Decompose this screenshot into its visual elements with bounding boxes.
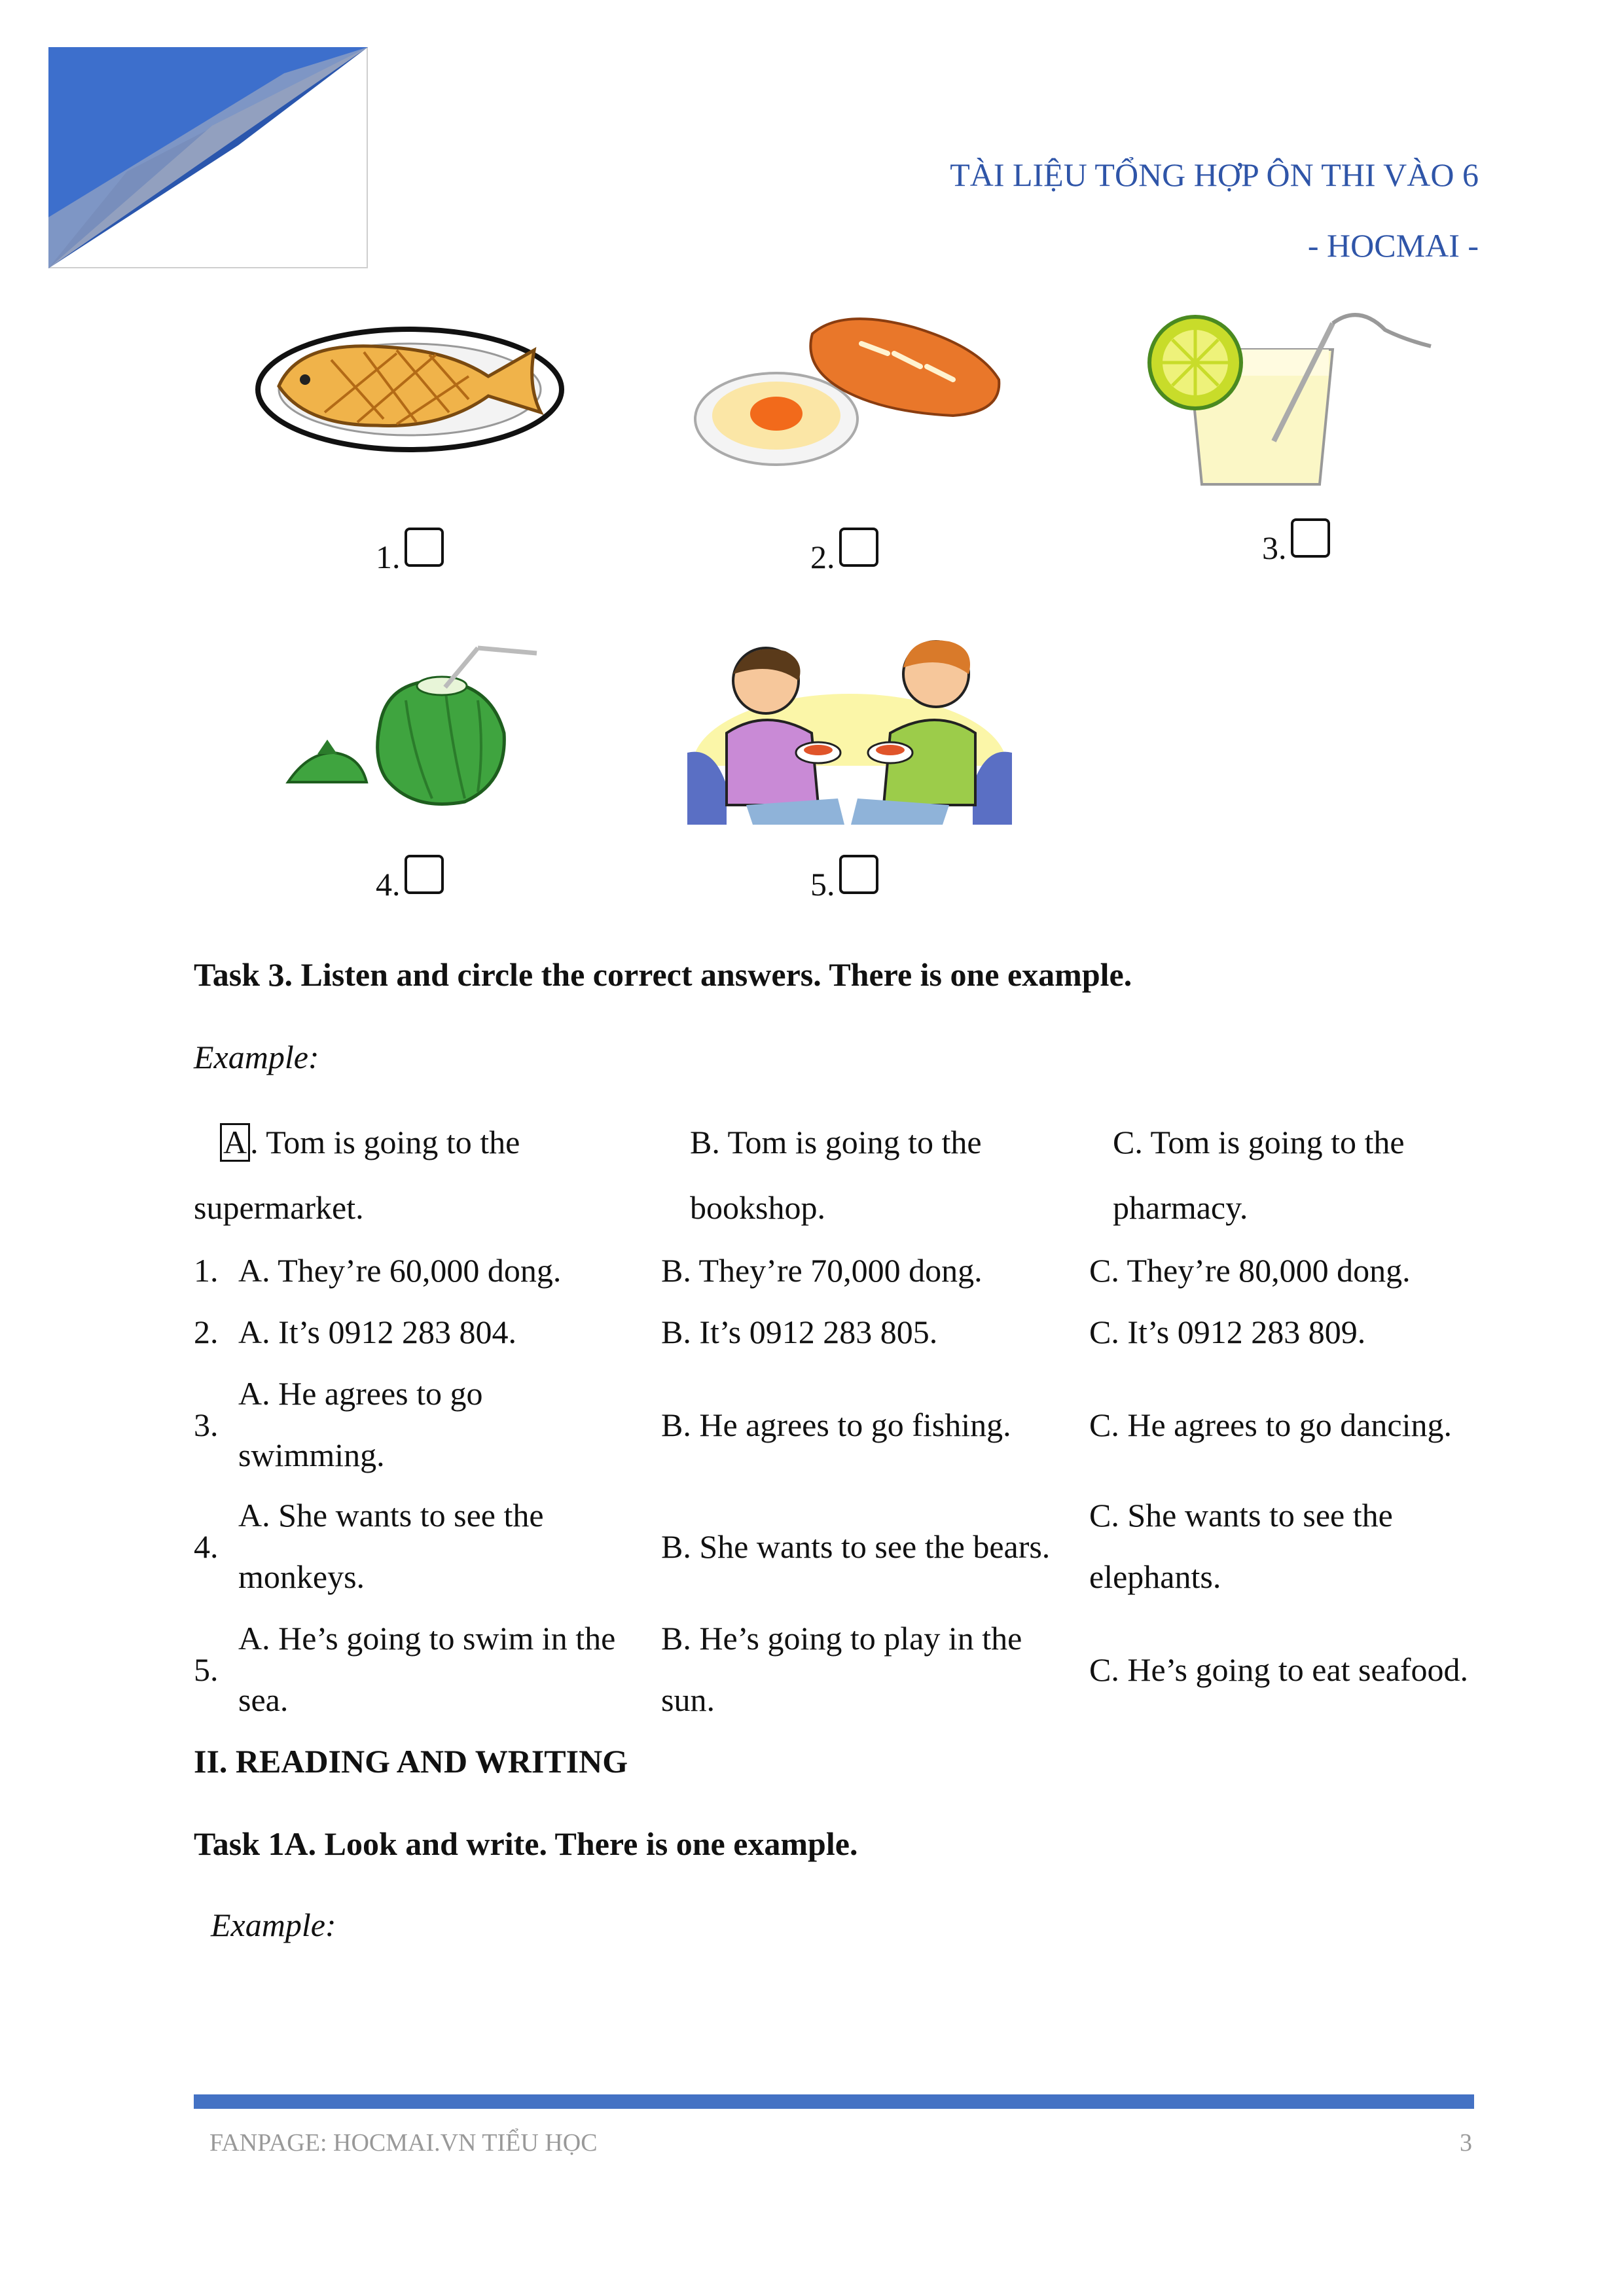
picture-2-number: 2. (810, 539, 835, 575)
q4-number: 4. (194, 1528, 219, 1565)
bread-and-egg-image (691, 308, 1012, 481)
q5-option-a-line2[interactable]: sea. (238, 1681, 289, 1718)
q3-option-a-line1[interactable]: A. He agrees to go (238, 1375, 483, 1412)
q2-option-c[interactable]: C. It’s 0912 283 809. (1089, 1314, 1366, 1350)
section2-title: II. READING AND WRITING (194, 1743, 628, 1780)
q1-option-a[interactable]: A. They’re 60,000 dong. (238, 1252, 562, 1289)
picture-5-checkbox[interactable] (839, 855, 878, 894)
logo (48, 47, 368, 268)
page-number: 3 (1460, 2129, 1472, 2157)
q5-option-a-line1[interactable]: A. He’s going to swim in the (238, 1620, 616, 1657)
task3-title: Task 3. Listen and circle the correct answers. There is one example. (194, 956, 1132, 993)
lemonade-image (1143, 310, 1454, 490)
picture-1-number: 1. (376, 539, 401, 575)
q3-option-b[interactable]: B. He agrees to go fishing. (661, 1407, 1011, 1443)
fried-fish-image (253, 314, 567, 461)
q3-option-a-line2[interactable]: swimming. (238, 1437, 385, 1473)
task3-example-label: Example: (194, 1039, 319, 1075)
picture-4-checkbox-label[interactable] (376, 855, 444, 903)
q5-option-c[interactable]: C. He’s going to eat seafood. (1089, 1651, 1469, 1688)
picture-3-checkbox[interactable] (1291, 518, 1330, 558)
q4-option-a-line1[interactable]: A. She wants to see the (238, 1497, 544, 1534)
example-option-b-line2: bookshop. (690, 1189, 825, 1226)
picture-2-checkbox-label[interactable] (810, 528, 878, 576)
example-option-b-line1: B. Tom is going to the (690, 1124, 982, 1160)
coconut-image (281, 641, 543, 815)
q1-option-c[interactable]: C. They’re 80,000 dong. (1089, 1252, 1411, 1289)
footer-text: FANPAGE: HOCMAI.VN TIỂU HỌC (209, 2129, 598, 2157)
q4-option-c-line1[interactable]: C. She wants to see the (1089, 1497, 1393, 1534)
example-option-c-line2: pharmacy. (1113, 1189, 1248, 1226)
task1a-title: Task 1A. Look and write. There is one example. (194, 1825, 858, 1862)
picture-2-checkbox[interactable] (839, 528, 878, 567)
footer-divider (194, 2094, 1474, 2109)
boys-eating-image (687, 635, 1012, 828)
q3-number: 3. (194, 1407, 219, 1443)
q1-option-b[interactable]: B. They’re 70,000 dong. (661, 1252, 983, 1289)
q2-option-a[interactable]: A. It’s 0912 283 804. (238, 1314, 516, 1350)
picture-5-checkbox-label[interactable] (810, 855, 878, 903)
q5-option-b-line2[interactable]: sun. (661, 1681, 715, 1718)
example-option-a-line2: supermarket. (194, 1189, 364, 1226)
example-option-c-line1: C. Tom is going to the (1113, 1124, 1405, 1160)
q4-option-c-line2[interactable]: elephants. (1089, 1558, 1221, 1595)
q5-option-b-line1[interactable]: B. He’s going to play in the (661, 1620, 1022, 1657)
header-title: TÀI LIỆU TỔNG HỢP ÔN THI VÀO 6 (950, 156, 1479, 193)
q4-option-a-line2[interactable]: monkeys. (238, 1558, 365, 1595)
picture-1-checkbox[interactable] (405, 528, 444, 567)
example-answer-box: A (220, 1123, 250, 1162)
example-option-a-line1 (220, 1123, 520, 1162)
example-option-a-text: . Tom is going to the (250, 1124, 520, 1160)
picture-3-number: 3. (1262, 529, 1287, 566)
picture-1-checkbox-label[interactable] (376, 528, 444, 576)
q2-option-b[interactable]: B. It’s 0912 283 805. (661, 1314, 938, 1350)
task1a-example-label: Example: (211, 1907, 336, 1943)
picture-5-number: 5. (810, 866, 835, 903)
q5-number: 5. (194, 1651, 219, 1688)
q2-number: 2. (194, 1314, 219, 1350)
q1-number: 1. (194, 1252, 219, 1289)
picture-3-checkbox-label[interactable] (1262, 518, 1330, 567)
q3-option-c[interactable]: C. He agrees to go dancing. (1089, 1407, 1453, 1443)
q4-option-b[interactable]: B. She wants to see the bears. (661, 1528, 1051, 1565)
header-subtitle: - HOCMAI - (1307, 227, 1479, 264)
picture-4-checkbox[interactable] (405, 855, 444, 894)
picture-4-number: 4. (376, 866, 401, 903)
